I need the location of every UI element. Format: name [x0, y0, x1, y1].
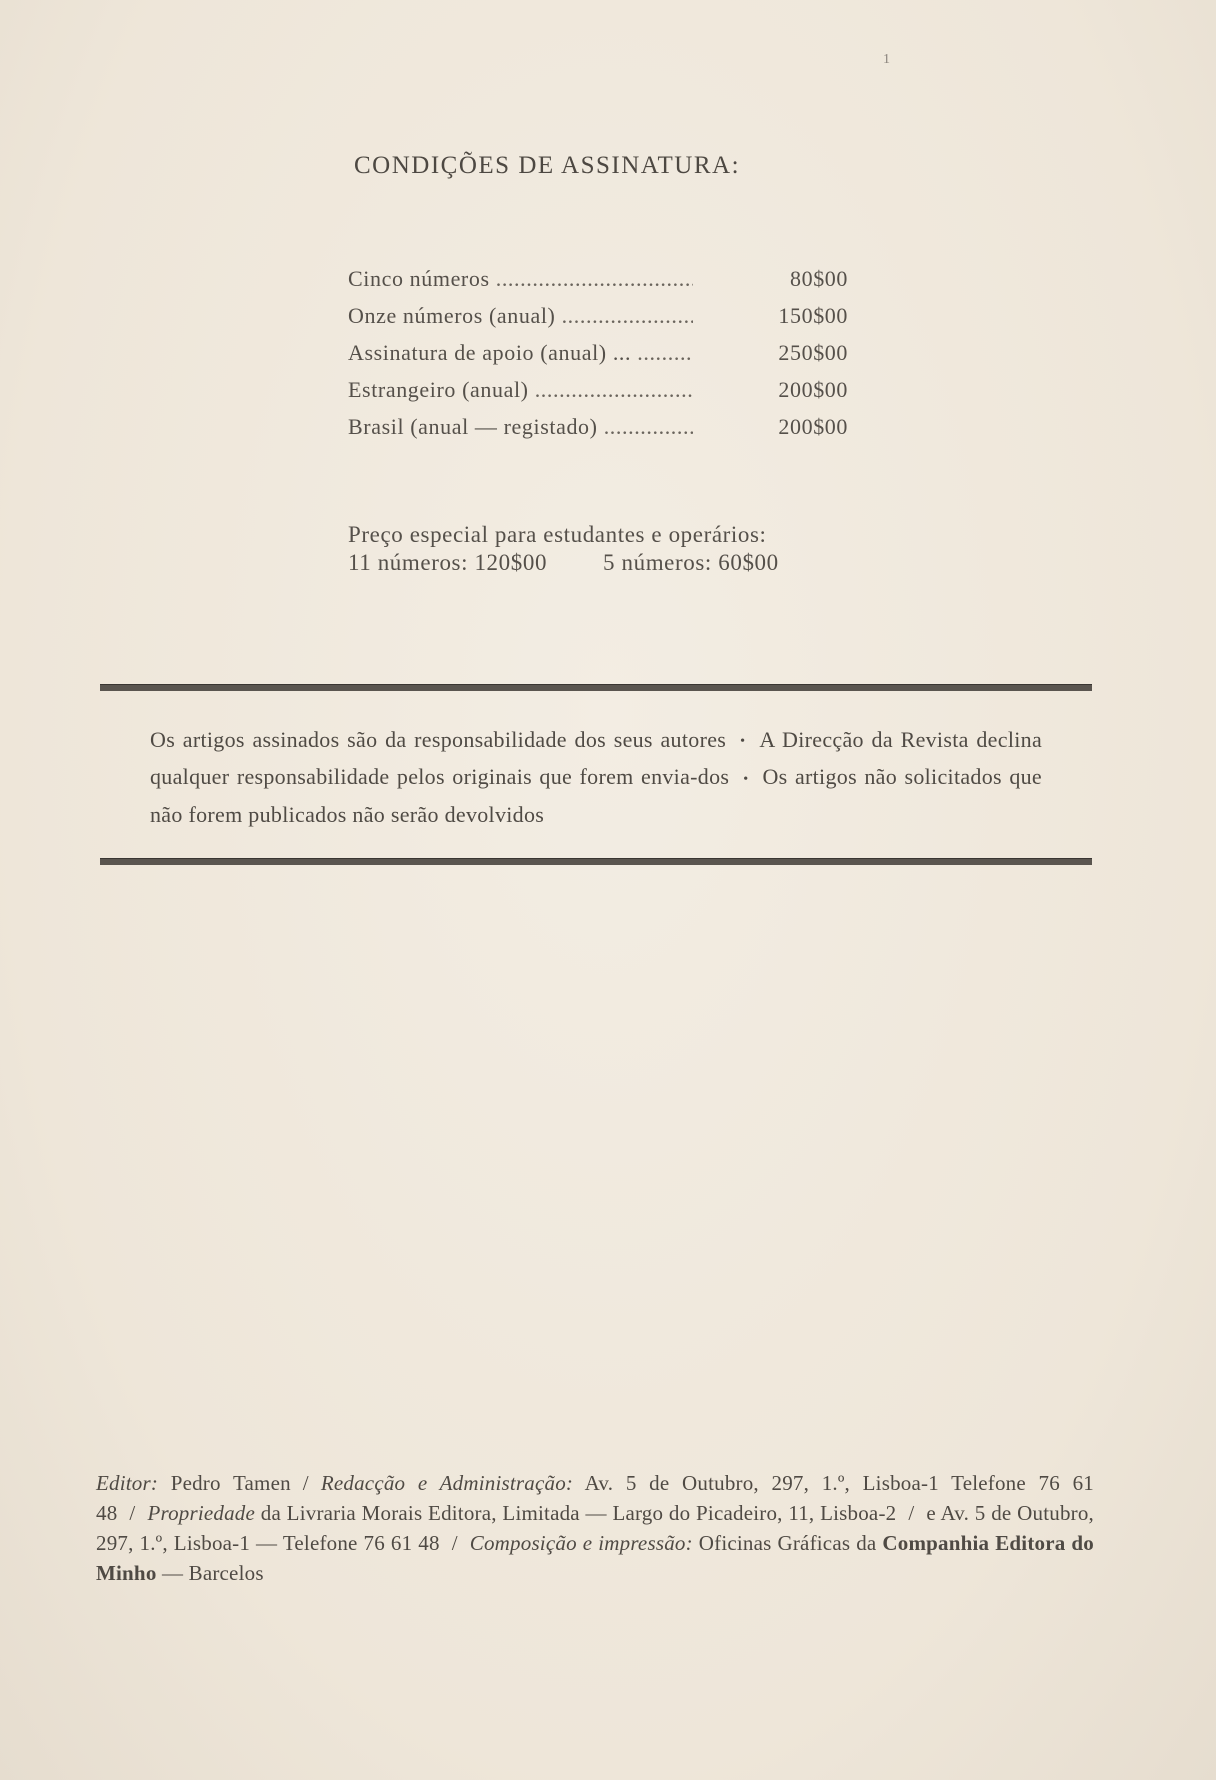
price-value: 200$00 [778, 414, 848, 439]
separator: / [908, 1501, 915, 1525]
editor-name: Pedro Tamen [170, 1471, 291, 1495]
composicao-pre: Oficinas Gráficas da [698, 1531, 877, 1555]
composicao-company: Companhia Editora do Minho [96, 1531, 1095, 1585]
bottom-rule [100, 858, 1092, 865]
price-label: Assinatura de apoio (anual) ... ..... [348, 340, 693, 366]
propriedade-label: Propriedade [147, 1501, 256, 1525]
composicao-label: Composição e impressão: [469, 1531, 693, 1555]
special-price [348, 522, 779, 576]
special-price-eleven: 11 números: 120$00 [348, 550, 548, 575]
price-value: 250$00 [778, 340, 848, 365]
separator: / [129, 1501, 136, 1525]
subscription-title: CONDIÇÕES DE ASSINATURA: [354, 152, 741, 179]
top-rule [100, 684, 1092, 691]
price-label: Cinco números ..... [348, 266, 693, 292]
price-row [348, 266, 848, 303]
redaccao-address: Av. 5 de Outubro, 297, 1.º, Lisboa-1 Telefone 76 61 48 [96, 1471, 1094, 1525]
editor-label: Editor: [96, 1471, 159, 1495]
price-row [348, 414, 848, 451]
price-value: 150$00 [778, 303, 848, 328]
disclaimer-notice [150, 722, 1042, 832]
price-list [348, 266, 848, 451]
bullet-icon: • [740, 734, 746, 750]
notice-part-1: Os artigos assinados são da responsabilidade dos seus autores [150, 727, 727, 752]
special-price-heading: Preço especial para estudantes e operários: [348, 522, 767, 547]
special-price-five: 5 números: 60$00 [603, 550, 779, 575]
separator: / [451, 1531, 458, 1555]
page-folio: 1 [883, 52, 890, 67]
price-label: Onze números (anual) ..... [348, 303, 693, 329]
composicao-post: — Barcelos [161, 1561, 264, 1585]
notice-part-3: Os artigos não solicitados que não forem publicados não serão devolvidos [150, 764, 1042, 827]
propriedade-text: da Livraria Morais Editora, Limitada — Largo do Picadeiro, 11, Lisboa-2 [260, 1501, 897, 1525]
notice-part-2: A Direcção da Revista declina qualquer responsabilidade pelos originais que forem envia-dos [150, 727, 1043, 790]
price-row [348, 303, 848, 340]
special-price-values [348, 550, 779, 576]
price-label: Brasil (anual — registado) ..... [348, 414, 693, 440]
price-row [348, 377, 848, 414]
price-value: 80$00 [790, 266, 848, 291]
propriedade-text-2: e Av. 5 de Outubro, 297, 1.º, Lisboa-1 — Telefone 76 61 48 [96, 1501, 1094, 1555]
redaccao-label: Redacção e Administração: [320, 1471, 574, 1495]
separator: / [302, 1471, 309, 1495]
price-label: Estrangeiro (anual) ..... [348, 377, 693, 403]
price-row [348, 340, 848, 377]
bullet-icon: • [743, 771, 749, 787]
imprint [96, 1468, 1094, 1588]
price-value: 200$00 [778, 377, 848, 402]
